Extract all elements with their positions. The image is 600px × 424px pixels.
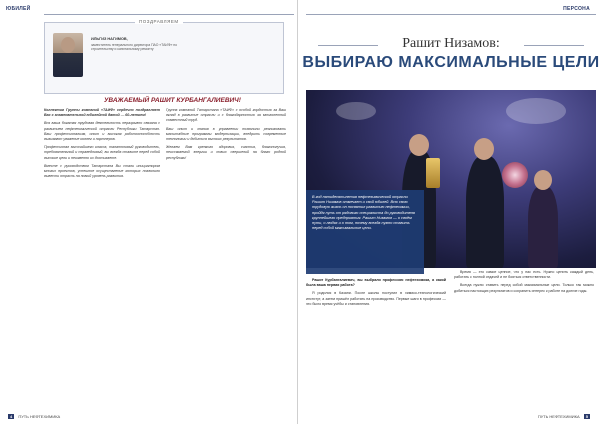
paragraph: Вся ваша богатая трудовая деятельность неразрывно связана с развитием нефтехимической отрасли Республики Татарстан. Ваш профессионализм, опыт и высокая работоспособность вызывают уважение коллег и партнеров. bbox=[44, 121, 160, 142]
avatar bbox=[53, 33, 83, 77]
left-column-b bbox=[166, 108, 286, 408]
footer-left bbox=[8, 414, 60, 419]
footer-title: ПУТЬ НЕФТЕХИМИКА bbox=[18, 414, 61, 419]
congrats-box-label: ПОЗДРАВЛЯЕМ bbox=[135, 19, 183, 24]
right-column-a bbox=[306, 278, 446, 408]
paragraph: Всегда нужно ставить перед собой максимальные цели. Только так можно добиться настоящих результатов и сохранить интерес к работе на долгие годы. bbox=[454, 283, 594, 293]
congrats-box bbox=[44, 19, 284, 94]
photo-caption: В год пятидесятилетия нефтехимической отрасли Рашит Низамов отмечает и свой юбилей. Всю свою трудовую жизнь он посвятил развитию нефтехимии, пройдя путь от рядового специалиста до руководителя крупнейшего предприятия. Рашит Низамов — о своём пути, о людях и о том, почему всегда нужно ставить перед собой максимальные цели. bbox=[306, 190, 424, 274]
author-name: ИЛЬГИЗ НАГИМОВ, bbox=[91, 37, 128, 41]
flower-bouquet bbox=[502, 162, 528, 188]
stage-light bbox=[336, 102, 376, 120]
question: Рашит Курбангалиевич, вы выбрали профессию нефтехимика, а какой была ваша первая работа? bbox=[306, 278, 446, 288]
stage-light bbox=[506, 98, 566, 124]
left-column-a bbox=[44, 108, 160, 408]
person-figure bbox=[466, 156, 504, 268]
paragraph: Желаем Вам крепкого здоровья, счастья, благополучия, неиссякаемой энергии и новых свершений на благо родной республики! bbox=[166, 145, 286, 160]
footer-right bbox=[538, 414, 590, 419]
paragraph: Профессионал высочайшего класса, талантливый руководитель, требовательный и справедливый, вы всегда ставите перед собой высокие цели и неизменно их достигаете. bbox=[44, 145, 160, 160]
paragraph: Коллектив Группы компаний «ТАИФ» сердечно поздравляет Вас с знаменательной юбилейной датой — 60-летием! bbox=[44, 108, 160, 118]
rubric-right: ПЕРСОНА bbox=[563, 6, 590, 12]
person-head bbox=[409, 134, 429, 156]
author-role: заместитель генерального директора ПАО «ТАИФ» по строительству и капитальному ремонту bbox=[91, 43, 177, 52]
person-figure bbox=[528, 186, 558, 268]
paragraph: Группа компаний Татарстана «ТАИФ» с особой гордостью за Ваш вклад в развитие отрасли и с благодарностью за многолетний совместный труд. bbox=[166, 108, 286, 123]
award-statuette bbox=[426, 158, 440, 188]
rubric-divider bbox=[44, 14, 294, 15]
rubric-left: ЮБИЛЕЙ bbox=[6, 6, 31, 12]
paragraph: Ваш опыт и знания в управлении позволили реализовать масштабные программы модернизации, внедрить современные технологии и добиться высоких результатов. bbox=[166, 126, 286, 142]
rubric-divider bbox=[306, 14, 596, 15]
page-number: 5 bbox=[585, 414, 588, 419]
person-head bbox=[534, 170, 552, 190]
right-page bbox=[302, 0, 600, 424]
address-title: УВАЖАЕМЫЙ РАШИТ КУРБАНГАЛИЕВИЧ! bbox=[104, 97, 241, 104]
headline-name: Рашит Низамов: bbox=[302, 36, 600, 52]
page-number: 4 bbox=[10, 414, 13, 419]
paragraph: Время — это самое ценное, что у нас есть. Нужно ценить каждый день, работать с полной отдачей и не бояться ответственности. bbox=[454, 270, 594, 280]
right-column-b bbox=[454, 270, 594, 408]
headline-quote: ВЫБИРАЮ МАКСИМАЛЬНЫЕ ЦЕЛИ bbox=[302, 54, 600, 71]
paragraph: Я родился в Казани. После школы поступил в химико-технологический институт, а затем пришёл работать на производство. Первые шаги в профессии — это было время учёбы и становления. bbox=[306, 291, 446, 306]
footer-title: ПУТЬ НЕФТЕХИМИКА bbox=[537, 414, 580, 419]
left-page bbox=[0, 0, 298, 424]
person-head bbox=[474, 138, 494, 160]
paragraph: Вместе с руководством Татарстана Вы стали инициатором многих проектов, успешное осуществление которых позволило вывести отрасль на новый уровень развития. bbox=[44, 163, 160, 179]
